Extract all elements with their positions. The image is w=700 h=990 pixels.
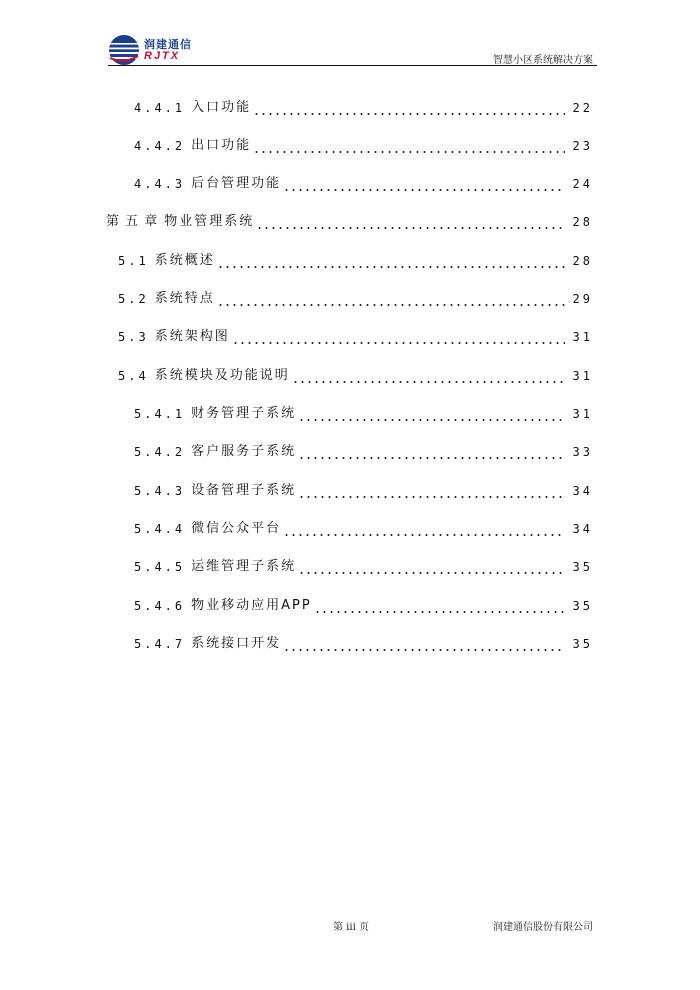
toc-entry-page: 35 (572, 560, 593, 574)
company-logo (108, 30, 218, 64)
toc-entry-page: 31 (572, 407, 593, 421)
toc-entry[interactable] (134, 170, 593, 192)
toc-entry-title: 财务管理子系统 (191, 406, 297, 421)
toc-dot-leader (283, 521, 564, 537)
toc-dot-leader (298, 444, 564, 460)
header-divider (108, 65, 597, 66)
toc-entry-page: 23 (572, 139, 593, 153)
toc-entry-title: 微信公众平台 (191, 521, 282, 536)
toc-entry-number: 5.3 (118, 330, 149, 344)
page-header (108, 30, 597, 67)
toc-entry-page: 35 (572, 637, 593, 651)
toc-entry-title: 系统架构图 (154, 329, 230, 344)
toc-entry-page: 33 (572, 445, 593, 459)
toc-entry-title: 设备管理子系统 (191, 483, 297, 498)
toc-entry-title: 系统概述 (154, 253, 215, 268)
toc-entry-title: 出口功能 (191, 138, 252, 153)
toc-entry-title: 入口功能 (191, 100, 252, 115)
toc-entry[interactable] (134, 630, 593, 652)
toc-entry-number: 5.4.6 (134, 599, 186, 613)
toc-entry-title: 系统接口开发 (191, 636, 282, 651)
toc-entry-number: 5.1 (118, 254, 149, 268)
toc-dot-leader (298, 559, 564, 575)
toc-entry[interactable] (118, 323, 593, 345)
toc-entry-number: 4.4.3 (134, 177, 186, 191)
document-title: 智慧小区系统解决方案 (493, 55, 593, 66)
toc-dot-leader (253, 138, 564, 154)
toc-entry-title: 物业移动应用APP (191, 598, 312, 613)
toc-dot-leader (298, 406, 564, 422)
toc-entry-page: 28 (572, 254, 593, 268)
toc-entry-title: 后台管理功能 (191, 176, 282, 191)
toc-entry-title: 系统模块及功能说明 (154, 368, 290, 383)
toc-entry[interactable] (134, 477, 593, 499)
toc-entry-page: 22 (572, 101, 593, 115)
page-number: 第 iii 页 (333, 922, 369, 933)
toc-entry-chapter[interactable] (106, 208, 593, 230)
logo-english-text: RJTX (144, 50, 181, 62)
toc-dot-leader (217, 291, 565, 307)
toc-entry-page: 31 (572, 330, 593, 344)
toc-entry-page: 24 (572, 177, 593, 191)
toc-entry-title: 运维管理子系统 (191, 559, 297, 574)
toc-entry[interactable] (134, 515, 593, 537)
toc-entry-page: 35 (572, 599, 593, 613)
toc-entry-number: 4.4.2 (134, 139, 186, 153)
toc-entry-title: 客户服务子系统 (191, 444, 297, 459)
toc-entry[interactable] (118, 362, 593, 384)
toc-entry[interactable] (134, 592, 593, 614)
toc-entry-number: 5.4.4 (134, 522, 186, 536)
toc-entry[interactable] (134, 400, 593, 422)
toc-dot-leader (253, 100, 564, 116)
toc-dot-leader (292, 368, 565, 384)
toc-entry-page: 34 (572, 522, 593, 536)
toc-dot-leader (283, 636, 564, 652)
toc-dot-leader (232, 329, 565, 345)
toc-entry-title: 物业管理系统 (164, 214, 255, 229)
toc-dot-leader (256, 214, 564, 230)
toc-entry[interactable] (134, 553, 593, 575)
toc-dot-leader (298, 483, 564, 499)
toc-dot-leader (217, 253, 565, 269)
globe-logo-icon (108, 34, 140, 66)
toc-entry-title: 系统特点 (154, 291, 215, 306)
toc-entry-number: 第 五 章 (106, 214, 159, 229)
toc-entry-number: 5.4.7 (134, 637, 186, 651)
toc-entry-number: 5.4.2 (134, 445, 186, 459)
logo-chinese-text: 润建通信 (144, 38, 192, 51)
toc-entry-number: 5.2 (118, 292, 149, 306)
toc-entry[interactable] (134, 438, 593, 460)
toc-entry[interactable] (118, 247, 593, 269)
toc-entry-number: 5.4.1 (134, 407, 186, 421)
toc-entry-page: 34 (572, 484, 593, 498)
toc-entry-number: 4.4.1 (134, 101, 186, 115)
toc-dot-leader (314, 598, 565, 614)
toc-entry-number: 5.4 (118, 369, 149, 383)
toc-dot-leader (283, 176, 564, 192)
toc-entry[interactable] (118, 285, 593, 307)
toc-entry[interactable] (134, 94, 593, 116)
toc-entry-page: 28 (572, 215, 593, 229)
toc-entry-page: 31 (572, 369, 593, 383)
toc-entry-number: 5.4.5 (134, 560, 186, 574)
toc-entry-page: 29 (572, 292, 593, 306)
toc-entry-number: 5.4.3 (134, 484, 186, 498)
toc-entry[interactable] (134, 132, 593, 154)
footer-company-name: 润建通信股份有限公司 (493, 922, 593, 933)
